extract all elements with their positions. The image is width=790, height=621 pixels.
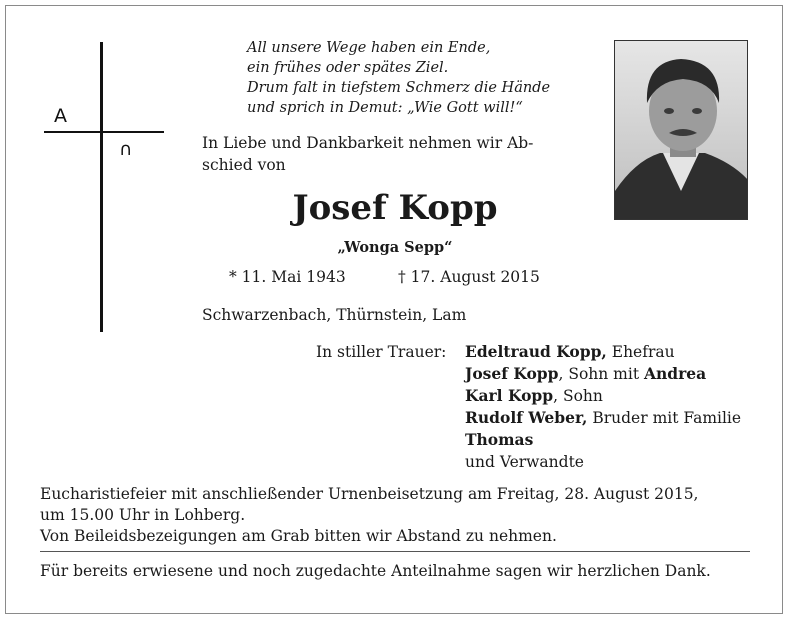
poem-line: All unsere Wege haben ein Ende,: [247, 40, 491, 56]
service-line: Eucharistiefeier mit anschließender Urnenbeisetzung am Freitag, 28. August 2015,: [40, 485, 699, 503]
cross-horizontal-beam: [44, 131, 164, 133]
divider: [40, 551, 750, 552]
mourner-entry: Rudolf Weber, Bruder mit Familie: [465, 408, 742, 427]
mourning-label: In stiller Trauer:: [316, 343, 447, 361]
mourner-entry: und Verwandte: [465, 453, 584, 471]
alpha-symbol: A: [54, 105, 67, 127]
thanks-text: Für bereits erwiesene und noch zugedachte Anteilnahme sagen wir herzlichen Dank.: [40, 562, 711, 580]
places: Schwarzenbach, Thürnstein, Lam: [202, 306, 467, 324]
mourner-entry: Karl Kopp, Sohn: [465, 386, 603, 405]
mourner-entry: Thomas: [465, 430, 534, 449]
service-line: um 15.00 Uhr in Lohberg.: [40, 506, 246, 524]
mourners-list: [465, 341, 741, 473]
intro-text: [202, 132, 533, 176]
poem-line: und sprich in Demut: „Wie Gott will!“: [247, 100, 523, 116]
mourner-entry: Josef Kopp, Sohn mit Andrea: [465, 364, 707, 383]
poem: [247, 38, 550, 118]
deceased-name: Josef Kopp: [292, 188, 498, 228]
mourner-entry: Edeltraud Kopp, Ehefrau: [465, 342, 675, 361]
death-date: † 17. August 2015: [398, 268, 540, 286]
poem-line: ein frühes oder spätes Ziel.: [247, 60, 449, 76]
service-line: Von Beileidsbezeigungen am Grab bitten wir Abstand zu nehmen.: [40, 527, 557, 545]
deceased-nickname: „Wonga Sepp“: [337, 239, 453, 256]
birth-date: * 11. Mai 1943: [229, 268, 346, 286]
cross-vertical-beam: [100, 42, 103, 332]
poem-line: Drum falt in tiefstem Schmerz die Hände: [247, 80, 551, 96]
omega-symbol: ∩: [119, 139, 133, 160]
service-info: [40, 484, 752, 547]
intro-line: schied von: [202, 156, 286, 174]
intro-line: In Liebe und Dankbarkeit nehmen wir Ab-: [202, 134, 534, 152]
